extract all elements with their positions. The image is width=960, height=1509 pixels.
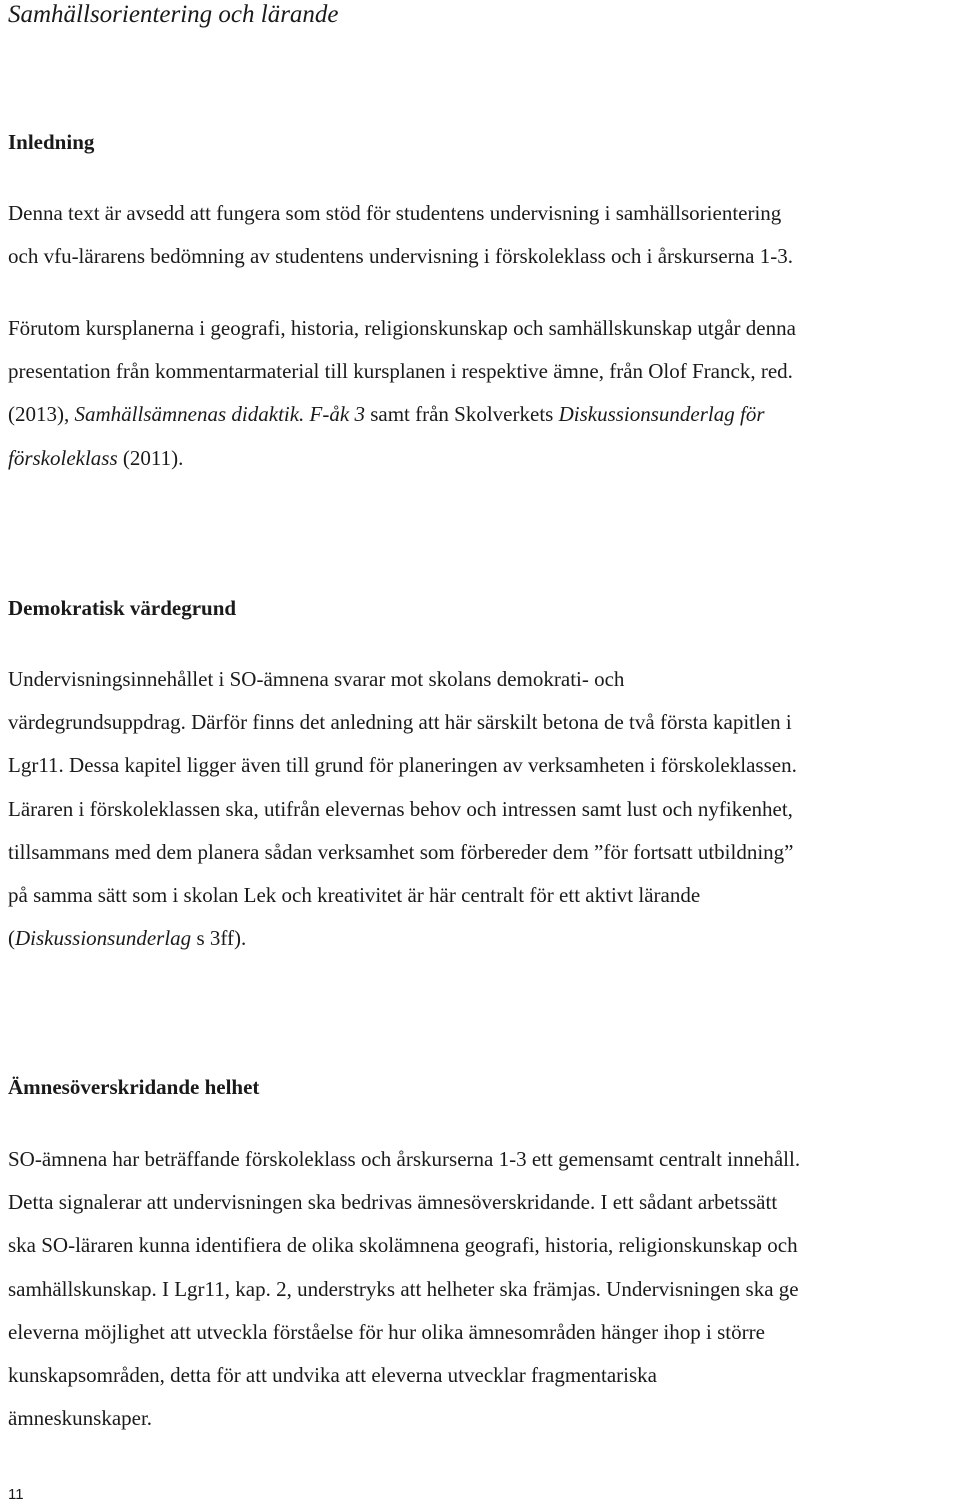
text-line: ämneskunskaper. — [8, 1406, 153, 1431]
text-line: Förutom kursplanerna i geografi, historia, religionskunskap och samhällskunskap utgår denna — [8, 316, 796, 340]
text-line: Undervisningsinnehållet i SO-ämnena svarar mot skolans demokrati- och — [8, 667, 625, 691]
paragraph-sources — [8, 307, 796, 480]
section-heading-inledning: Inledning — [8, 130, 95, 154]
section-heading-demokratisk-vardegrund: Demokratisk värdegrund — [8, 596, 237, 620]
paragraph-helhet — [8, 1138, 800, 1440]
text-line: Läraren i förskoleklassen ska, utifrån elevernas behov och intressen samt lust och nyfikenhet, — [8, 796, 793, 821]
text-line: ska SO-läraren kunna identifiera de olika skolämnena geografi, historia, religionskunskap och — [8, 1233, 798, 1258]
text-line: kunskapsområden, detta för att undvika att eleverna utvecklar fragmentariska — [8, 1362, 657, 1387]
paragraph-vardegrund — [8, 658, 797, 960]
text-line: samhällskunskap. I Lgr11, kap. 2, understryks att helheter ska främjas. Undervisningen ska ge — [8, 1276, 799, 1301]
text-line: Detta signalerar att undervisningen ska bedrivas ämnesöverskridande. I ett sådant arbetssätt — [8, 1190, 778, 1215]
text-line: presentation från kommentarmaterial till kursplanen i respektive ämne, från Olof Franck, red. — [8, 359, 793, 384]
book-title-diskussionsunderlag: Diskussionsunderlag för — [558, 402, 765, 427]
text-line: SO-ämnena har beträffande förskoleklass och årskurserna 1-3 ett gemensamt centralt innehåll. — [8, 1147, 801, 1171]
text-line: och vfu-lärarens bedömning av studentens undervisning i förskoleklass och i årskurserna 1-3. — [8, 244, 793, 269]
text-line: tillsammans med dem planera sådan verksamhet som förbereder dem ”för fortsatt utbildning” — [8, 839, 794, 864]
text-run: (2013), — [8, 402, 75, 427]
text-line: Lgr11. Dessa kapitel ligger även till grund för planeringen av verksamheten i förskoleklassen. — [8, 753, 797, 778]
text-run: s 3ff). — [191, 926, 247, 951]
document-title: Samhällsorientering och lärande — [8, 1, 339, 28]
text-line — [8, 393, 796, 436]
text-line — [8, 917, 797, 960]
paragraph-purpose — [8, 192, 793, 278]
section-heading-amnesoverskridande-helhet: Ämnesöverskridande helhet — [8, 1075, 260, 1099]
text-line: eleverna möjlighet att utveckla förståelse för hur olika ämnesområden hänger ihop i större — [8, 1319, 765, 1344]
book-title-continued: förskoleklass — [8, 445, 118, 470]
reference-title: Diskussionsunderlag — [15, 926, 192, 951]
text-line: Denna text är avsedd att fungera som stöd för studentens undervisning i samhällsorientering — [8, 201, 782, 225]
text-run: ( — [8, 926, 15, 951]
text-run: (2011). — [117, 445, 184, 470]
text-line — [8, 437, 796, 480]
book-title-didaktik: Samhällsämnenas didaktik. F-åk 3 — [74, 402, 365, 427]
text-line: på samma sätt som i skolan Lek och kreativitet är här centralt för ett aktivt lärande — [8, 882, 701, 907]
page-number: 11 — [8, 1486, 24, 1503]
text-line: värdegrundsuppdrag. Därför finns det anledning att här särskilt betona de två första kapitlen i — [8, 710, 792, 735]
text-run: samt från Skolverkets — [364, 402, 559, 427]
